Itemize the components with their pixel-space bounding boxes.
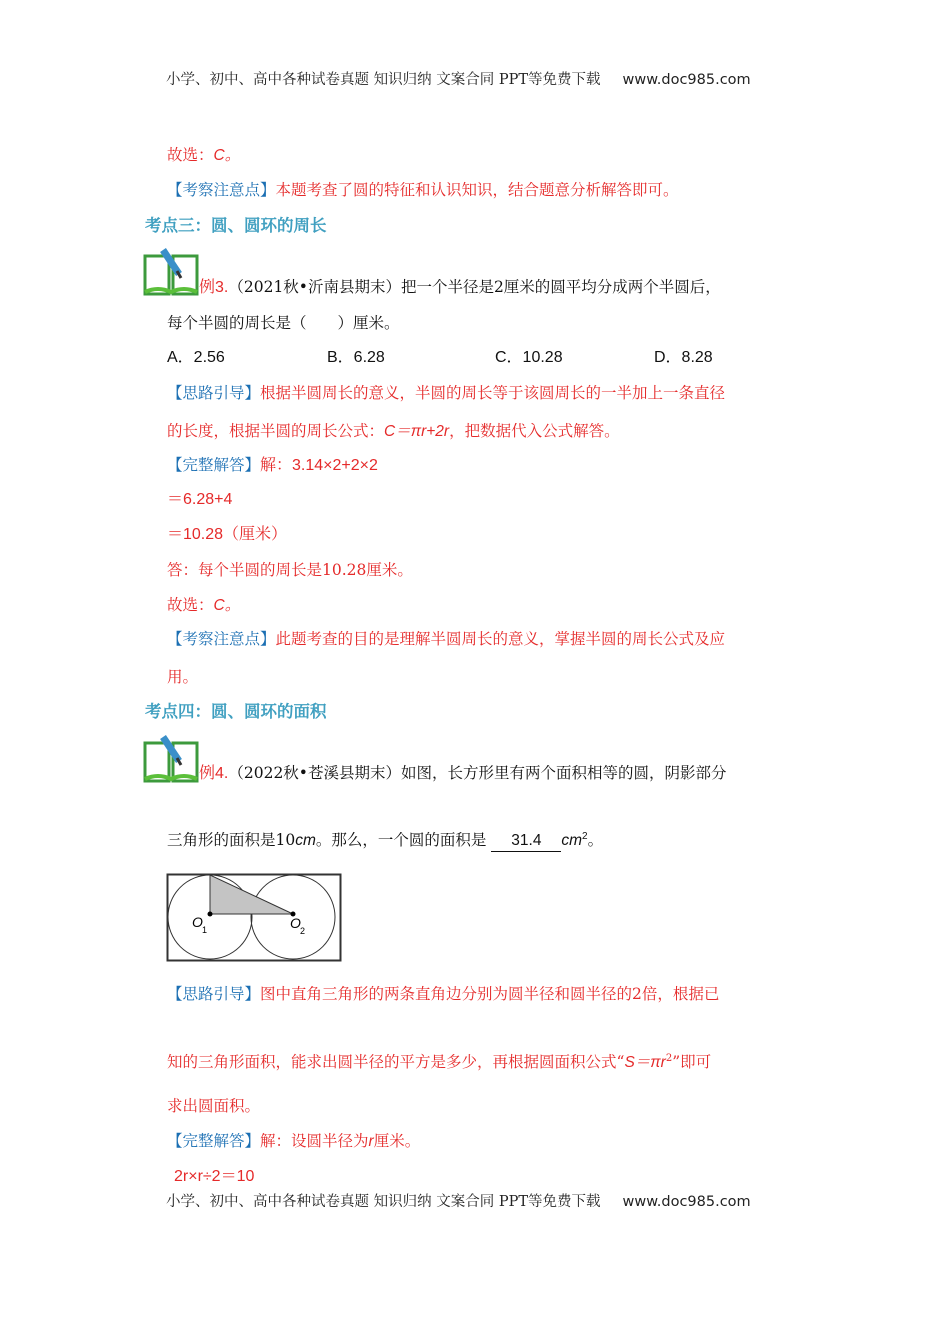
footer-text: 小学、初中、高中各种试卷真题 知识归纳 文案合同 PPT等免费下载 — [166, 1194, 601, 1210]
ex3-solution-line2: ＝6.28+4 — [167, 491, 233, 508]
note-text: 本题考查了圆的特征和认识知识，结合题意分析解答即可。 — [275, 181, 679, 199]
ex4-hint-line3: 求出圆面积。 — [167, 1097, 261, 1115]
note-tag: 【考察注意点】 — [167, 181, 276, 199]
hint-tag: 【思路引导】 — [167, 985, 261, 1003]
ex4-solution-line2: 2r×r÷2＝10 — [174, 1168, 255, 1185]
book-pencil-icon — [143, 733, 199, 783]
prev-note — [167, 180, 679, 200]
note-tag: 【考察注意点】 — [167, 630, 276, 648]
ex3-option-b: B．6.28 — [327, 349, 385, 366]
header-url[interactable]: www.doc985.com — [622, 72, 751, 88]
ex4-hint-line1 — [167, 984, 719, 1004]
example-label: 例4. — [199, 765, 229, 782]
ex3-option-a: A．2.56 — [167, 349, 225, 366]
ex4-question-line1 — [199, 763, 726, 784]
solution-tag: 【完整解答】 — [167, 456, 261, 474]
hint-text: ”即可 — [672, 1053, 712, 1072]
formula: S＝πr — [624, 1054, 666, 1072]
book-pencil-icon — [143, 246, 199, 296]
section-title-3: 考点三：圆、圆环的周长 — [145, 216, 327, 235]
example-label: 例3. — [199, 279, 229, 296]
choice-value: C。 — [213, 147, 241, 164]
hint-text: 的长度，根据半圆的周长公式： — [167, 422, 385, 440]
ex3-answer: 答：每个半圆的周长是10.28厘米。 — [167, 561, 413, 579]
variable: r — [368, 1133, 374, 1150]
punctuation: 。 — [587, 831, 604, 850]
choice-value: C。 — [213, 597, 241, 614]
question-text: （2022秋•苍溪县期末）如图，长方形里有两个面积相等的圆，阴影部分 — [228, 764, 727, 782]
choice-label: 故选： — [167, 596, 214, 614]
unit: cm — [561, 832, 583, 850]
label-o1-sub: 1 — [202, 925, 208, 935]
question-text: （2021秋•沂南县期末）把一个半径是2厘米的圆平均分成两个半圆后， — [228, 278, 721, 296]
ex3-option-d: D．8.28 — [654, 349, 713, 366]
formula: C＝πr+2r — [384, 423, 450, 440]
footer-url[interactable]: www.doc985.com — [622, 1194, 751, 1210]
ex3-note-line2: 用。 — [167, 668, 199, 686]
ex4-hint-line2 — [167, 1049, 711, 1073]
solution-text: 解：设圆半径为 — [260, 1132, 369, 1150]
ex3-note-line1 — [167, 629, 725, 649]
header-text: 小学、初中、高中各种试卷真题 知识归纳 文案合同 PPT等免费下载 — [166, 72, 601, 88]
ex3-solution-line1 — [167, 455, 378, 476]
solution-step: 解：3.14×2+2×2 — [260, 457, 378, 474]
question-text: 三角形的面积是10 — [167, 831, 296, 850]
ex4-solution-line1 — [167, 1131, 420, 1152]
ex3-question-line2: 每个半圆的周长是（ ）厘米。 — [167, 314, 400, 332]
answer-blank: 31.4 — [491, 831, 561, 852]
page-header — [166, 68, 751, 89]
hint-text: 图中直角三角形的两条直角边分别为圆半径和圆半径的2倍，根据已 — [260, 985, 720, 1003]
solution-tag: 【完整解答】 — [167, 1132, 261, 1150]
question-text: 。那么，一个圆的面积是 — [315, 831, 487, 850]
note-text: 此题考查的目的是理解半圆周长的意义，掌握半圆的周长公式及应 — [275, 630, 726, 648]
solution-text: 厘米。 — [373, 1132, 421, 1150]
ex3-solution-line3: ＝10.28（厘米） — [167, 526, 288, 543]
ex4-question-line2 — [167, 827, 603, 852]
label-o1: O — [192, 914, 203, 930]
hint-text: ，把数据代入公式解答。 — [449, 422, 620, 440]
ex3-question-line1 — [199, 277, 721, 298]
ex3-choice — [167, 595, 240, 616]
prev-choice — [167, 145, 240, 166]
shaded-triangle — [210, 875, 293, 914]
hint-text: 根据半圆周长的意义，半圆的周长等于该圆周长的一半加上一条直径 — [260, 384, 726, 402]
page-footer — [166, 1190, 751, 1211]
circles-rectangle-figure — [166, 873, 342, 962]
hint-tag: 【思路引导】 — [167, 384, 261, 402]
choice-label: 故选： — [167, 146, 214, 164]
label-o2-sub: 2 — [300, 926, 306, 936]
ex3-option-c: C．10.28 — [495, 349, 563, 366]
hint-text: 知的三角形面积，能求出圆半径的平方是多少，再根据圆面积公式“ — [167, 1053, 625, 1072]
formula-exponent: 2 — [665, 1053, 673, 1064]
ex3-hint-line2 — [167, 421, 620, 442]
unit-exponent: 2 — [582, 831, 588, 842]
ex3-hint-line1 — [167, 383, 725, 403]
section-title-4: 考点四：圆、圆环的面积 — [145, 702, 327, 721]
unit: cm — [295, 832, 316, 850]
label-o2: O — [290, 915, 301, 931]
